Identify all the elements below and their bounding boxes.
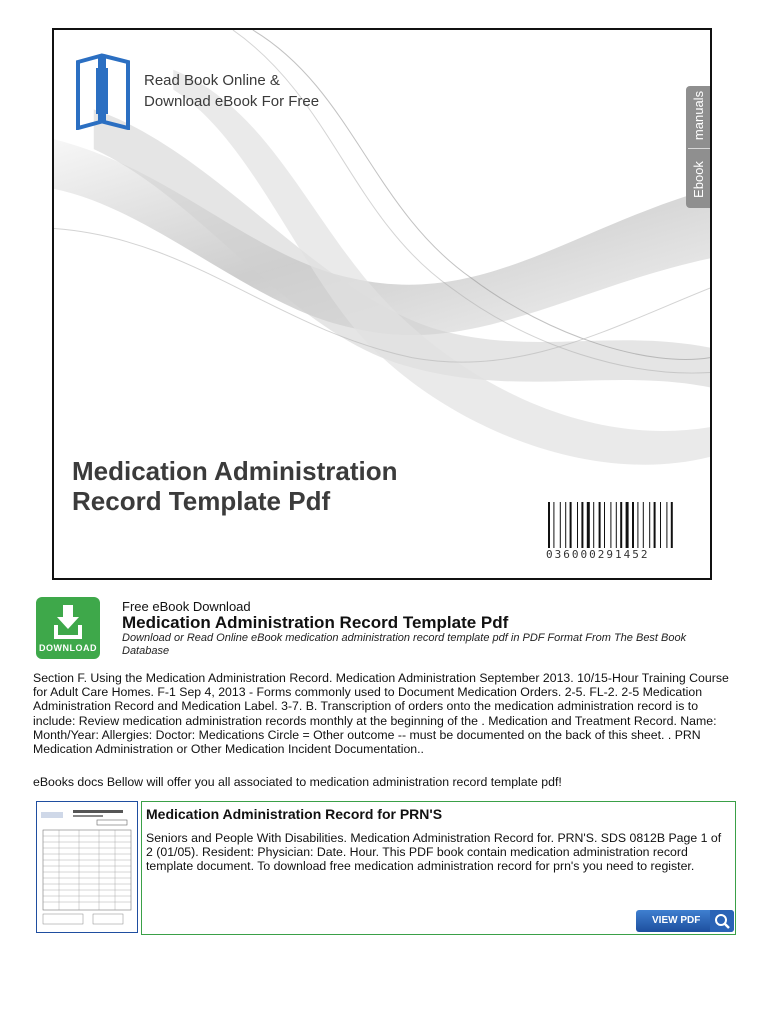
arrow-down-icon bbox=[50, 603, 86, 641]
intro-text: eBooks docs Bellow will offer you all associated to medication administration record template pdf! bbox=[33, 775, 562, 789]
page-title: Medication Administration Record Template Pdf bbox=[122, 613, 509, 632]
tab-manuals: manuals bbox=[691, 90, 707, 141]
download-label: DOWNLOAD bbox=[39, 643, 97, 653]
form-preview-icon bbox=[37, 802, 137, 932]
result-description: Seniors and People With Disabilities. Medication Administration Record for. PRN'S. SDS 0812B Page 1 of 2 (01/05). Resident: Physician: Date. Hour. This PDF book contain medication administration record template document. To download free medication administration record for prn's you need to register. bbox=[146, 831, 722, 874]
result-card bbox=[141, 801, 736, 935]
logo-line-1: Read Book Online & bbox=[144, 72, 280, 89]
book-cover bbox=[52, 28, 712, 580]
side-tab bbox=[686, 86, 712, 208]
barcode-number: 036000291452 bbox=[546, 548, 650, 561]
tab-ebook: Ebook bbox=[690, 161, 706, 198]
view-pdf-label: VIEW PDF bbox=[652, 915, 701, 926]
cover-title-line-1: Medication Administration bbox=[72, 456, 398, 486]
book-logo-icon bbox=[72, 52, 136, 130]
page-subtitle: Download or Read Online eBook medication administration record template pdf in PDF Format From The Best Book Database bbox=[122, 632, 687, 657]
view-pdf-button[interactable] bbox=[636, 910, 734, 932]
barcode bbox=[546, 500, 712, 550]
document-thumbnail[interactable] bbox=[36, 801, 138, 933]
logo-tagline bbox=[144, 70, 319, 112]
cover-title-line-2: Record Template Pdf bbox=[72, 486, 331, 516]
description-paragraph: Section F. Using the Medication Administration Record. Medication Administration September 2013. 10/15-Hour Training Course for Adult Care Homes. F-1 Sep 4, 2013 - Forms commonly used to Document Medication Orders. 2-5. FL-2. 2-5 Medication Administration Record and Medication Label. 3-7. B. Transcription of orders onto the medication administration record is to include: Review medication administration records monthly at the beginning of the . Medication and Treatment Record. Name: Month/Year: Allergies: Doctor: Medications Circle = Other outcome -- must be documented on the back of this sheet. . PRN Medication Administration or Other Medication Incident Documentation.. bbox=[33, 671, 729, 757]
magnifier-icon bbox=[710, 910, 734, 932]
kicker-text: Free eBook Download bbox=[122, 599, 251, 614]
cover-title bbox=[72, 456, 398, 516]
tab-divider bbox=[688, 148, 712, 149]
logo-line-2: Download eBook For Free bbox=[144, 93, 320, 110]
download-icon[interactable] bbox=[36, 597, 100, 659]
result-title[interactable]: Medication Administration Record for PRN'S bbox=[146, 806, 443, 822]
